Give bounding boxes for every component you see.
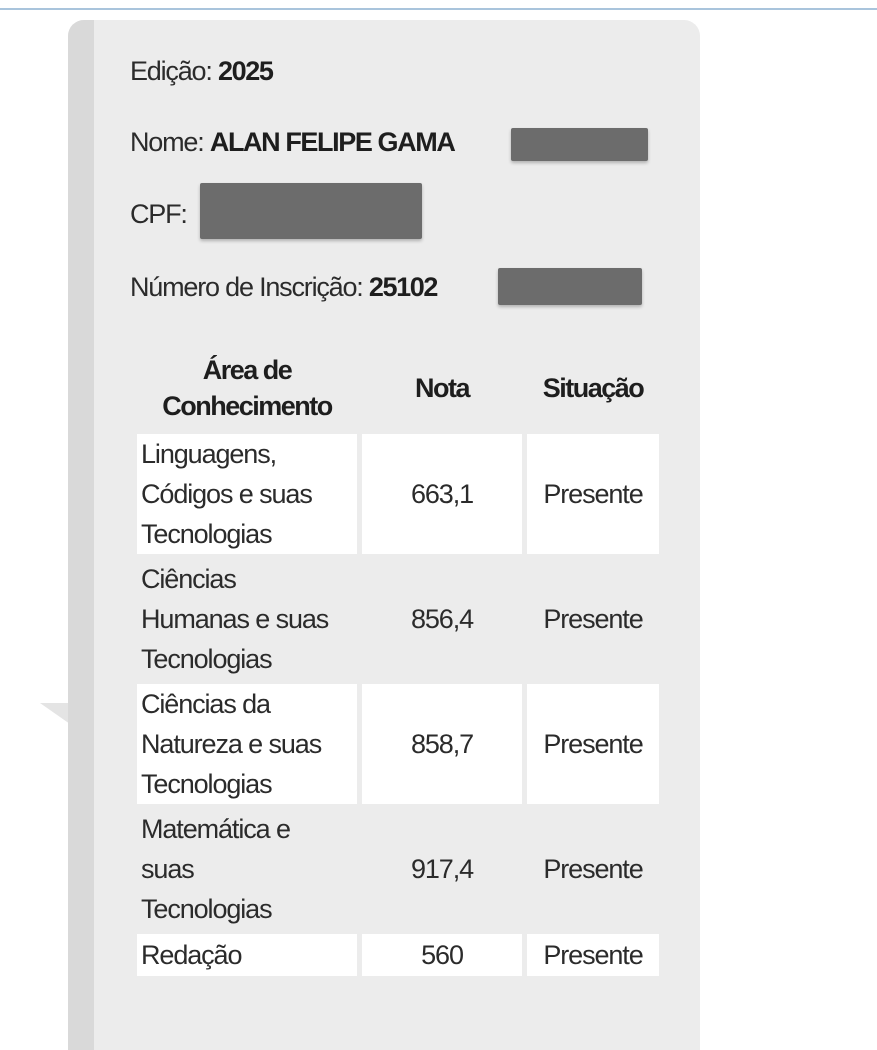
inscricao-value: 25102 [368, 272, 438, 302]
grades-table [132, 342, 664, 981]
nome-value: ALAN FELIPE GAMA [209, 127, 455, 157]
nota-cell: 917,4 [410, 854, 474, 884]
nota-cell: 663,1 [362, 434, 522, 554]
nome-field [130, 127, 454, 158]
header-situacao: Situação [542, 373, 644, 403]
inscricao-field [130, 272, 437, 303]
top-divider [0, 8, 877, 10]
nota-cell: 858,7 [362, 684, 522, 804]
table-row [137, 434, 659, 554]
situacao-cell: Presente [543, 854, 643, 884]
nome-redaction [511, 128, 648, 161]
area-cell: Ciências da Natureza e suas Tecnologias [137, 684, 357, 804]
cpf-redaction [200, 183, 422, 239]
message-bubble-left-bar [68, 20, 94, 1050]
edicao-value: 2025 [217, 56, 273, 86]
area-cell: Linguagens, Códigos e suas Tecnologias [137, 434, 357, 554]
area-cell: Matemática e suas Tecnologias [141, 814, 290, 924]
edicao-label: Edição: [130, 56, 212, 86]
nome-label: Nome: [130, 127, 204, 157]
table-row [137, 809, 659, 929]
cpf-label: CPF: [130, 199, 187, 229]
situacao-cell: Presente [527, 934, 659, 976]
header-area: Área de Conhecimento [162, 355, 332, 421]
table-row [137, 559, 659, 679]
table-row [137, 934, 659, 976]
inscricao-label: Número de Inscrição: [130, 272, 363, 302]
nota-cell: 856,4 [410, 604, 474, 634]
edicao-field [130, 56, 272, 87]
area-cell: Ciências Humanas e suas Tecnologias [141, 564, 329, 674]
situacao-cell: Presente [527, 434, 659, 554]
header-nota: Nota [415, 373, 469, 403]
situacao-cell: Presente [543, 604, 643, 634]
area-cell: Redação [137, 934, 357, 976]
nota-cell: 560 [362, 934, 522, 976]
situacao-cell: Presente [527, 684, 659, 804]
cpf-field [130, 199, 187, 230]
inscricao-redaction [498, 268, 642, 305]
table-header-row [137, 347, 659, 429]
table-row [137, 684, 659, 804]
